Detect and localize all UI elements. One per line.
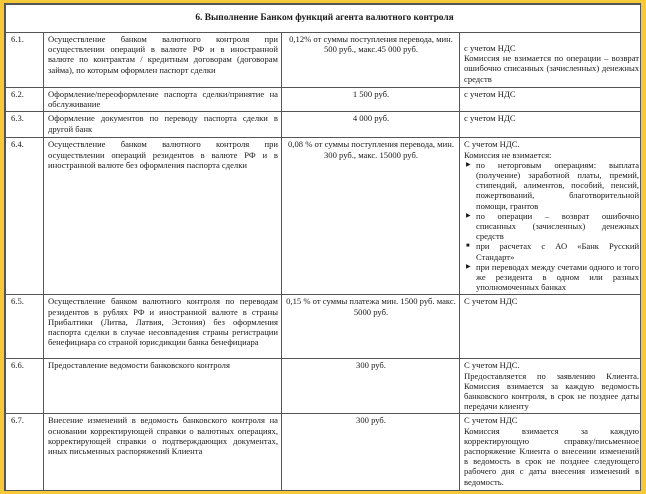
fee-note	[460, 138, 642, 295]
note-vat: С учетом НДС.	[464, 139, 520, 150]
service-description: Предоставление ведомости банковского контроля	[44, 359, 282, 414]
tariff-document	[4, 3, 641, 491]
table-row	[6, 295, 642, 359]
row-number: 6.7.	[6, 414, 44, 491]
exemption-list	[464, 160, 639, 293]
service-description: Осуществление банком валютного контроля по переводам резидентов в рублях РФ и иностранной валюте в страны Прибалтики (Литва, Латвия, Эстония) без оформления паспорта сделки в случае несовпадения страны регистрации бенефициара со страной юрисдикции банка бенефициара	[44, 295, 282, 359]
fee-note	[460, 88, 642, 112]
table-row	[6, 414, 642, 491]
row-number: 6.4.	[6, 138, 44, 295]
row-number: 6.5.	[6, 295, 44, 359]
fee-amount: 0,12% от суммы поступления перевода, мин. 500 руб., макс.45 000 руб.	[282, 33, 460, 88]
table-row	[6, 88, 642, 112]
note-vat: С учетом НДС	[464, 415, 518, 426]
exemption-item: ▶ при переводах между счетами одного и того же резидента в одном или разных уполномоченных банках	[476, 262, 639, 293]
note-vat: С учетом НДС	[464, 296, 518, 307]
service-description: Оформление/переоформление паспорта сделки/принятие на обслуживание	[44, 88, 282, 112]
fee-amount: 300 руб.	[282, 414, 460, 491]
note-vat: с учетом НДС	[464, 43, 516, 53]
fee-amount: 300 руб.	[282, 359, 460, 414]
note-vat: с учетом НДС	[464, 89, 516, 99]
fee-note	[460, 414, 642, 491]
table-row	[6, 138, 642, 295]
row-number: 6.6.	[6, 359, 44, 414]
exemption-item: ▶ по операции – возврат ошибочно списанных (зачисленных) денежных средств	[476, 211, 639, 242]
row-number: 6.2.	[6, 88, 44, 112]
fee-amount: 0,15 % от суммы платежа мин. 1500 руб. макс. 5000 руб.	[282, 295, 460, 359]
table-row	[6, 112, 642, 138]
service-description: Осуществление банком валютного контроля при осуществлении операций в валюте РФ и в иностранной валюте по контрактам / кредитным договорам (договорам займа), по которым оформлен паспорт сделки	[44, 33, 282, 88]
section-title: 6. Выполнение Банком функций агента валютного контроля	[6, 5, 642, 33]
fee-note	[460, 295, 642, 359]
note-vat: С учетом НДС.	[464, 360, 520, 371]
exemption-item: ▶ по неторговым операциям: выплата (получение) заработной платы, премий, стипендий, алиментов, пособий, пенсий, пожертвований, благотворительной помощи, грантов	[476, 160, 639, 211]
row-number: 6.3.	[6, 112, 44, 138]
service-description: Оформление документов по переводу паспорта сделки в другой банк	[44, 112, 282, 138]
fee-amount: 1 500 руб.	[282, 88, 460, 112]
note-vat: с учетом НДС	[464, 113, 516, 124]
section-title-row	[6, 5, 642, 33]
note-text: Комиссия не взимается:	[464, 149, 552, 160]
service-description: Внесение изменений в ведомость банковского контроля на основании корректирующей справки о валютных операциях, корректирующей справки о подтверждающих документах, иных письменных распоряжений Клиента	[44, 414, 282, 491]
exemption-item: ■ при расчетах с АО «Банк Русский Стандарт»	[476, 241, 639, 261]
fee-amount: 4 000 руб.	[282, 112, 460, 138]
note-text: Комиссия не взимается по операции – возврат ошибочно списанных (зачисленных) денежных средств	[464, 53, 640, 84]
fee-note	[460, 112, 642, 138]
fee-note	[460, 33, 642, 88]
table-row	[6, 33, 642, 88]
fee-note	[460, 359, 642, 414]
note-text: Предоставляется по заявлению Клиента. Комиссия взимается за каждую ведомость банковского контроля, в срок не позднее даты передачи клиенту	[464, 370, 640, 412]
service-description: Осуществление банком валютного контроля при осуществлении операций резидентов в валюте РФ и в иностранной валюте без оформления паспорта сделки	[44, 138, 282, 295]
fee-amount: 0,08 % от суммы поступления перевода, мин. 300 руб., макс. 15000 руб.	[282, 138, 460, 295]
row-number: 6.1.	[6, 33, 44, 88]
table-row	[6, 359, 642, 414]
note-text: Комиссия взимается за каждую корректирующую справку/письменное распоряжение Клиента о внесении изменений в ведомость в срок не позднее следующего рабочего дня с даты внесения изменений в ведомость.	[464, 425, 640, 487]
tariff-table	[5, 4, 641, 491]
